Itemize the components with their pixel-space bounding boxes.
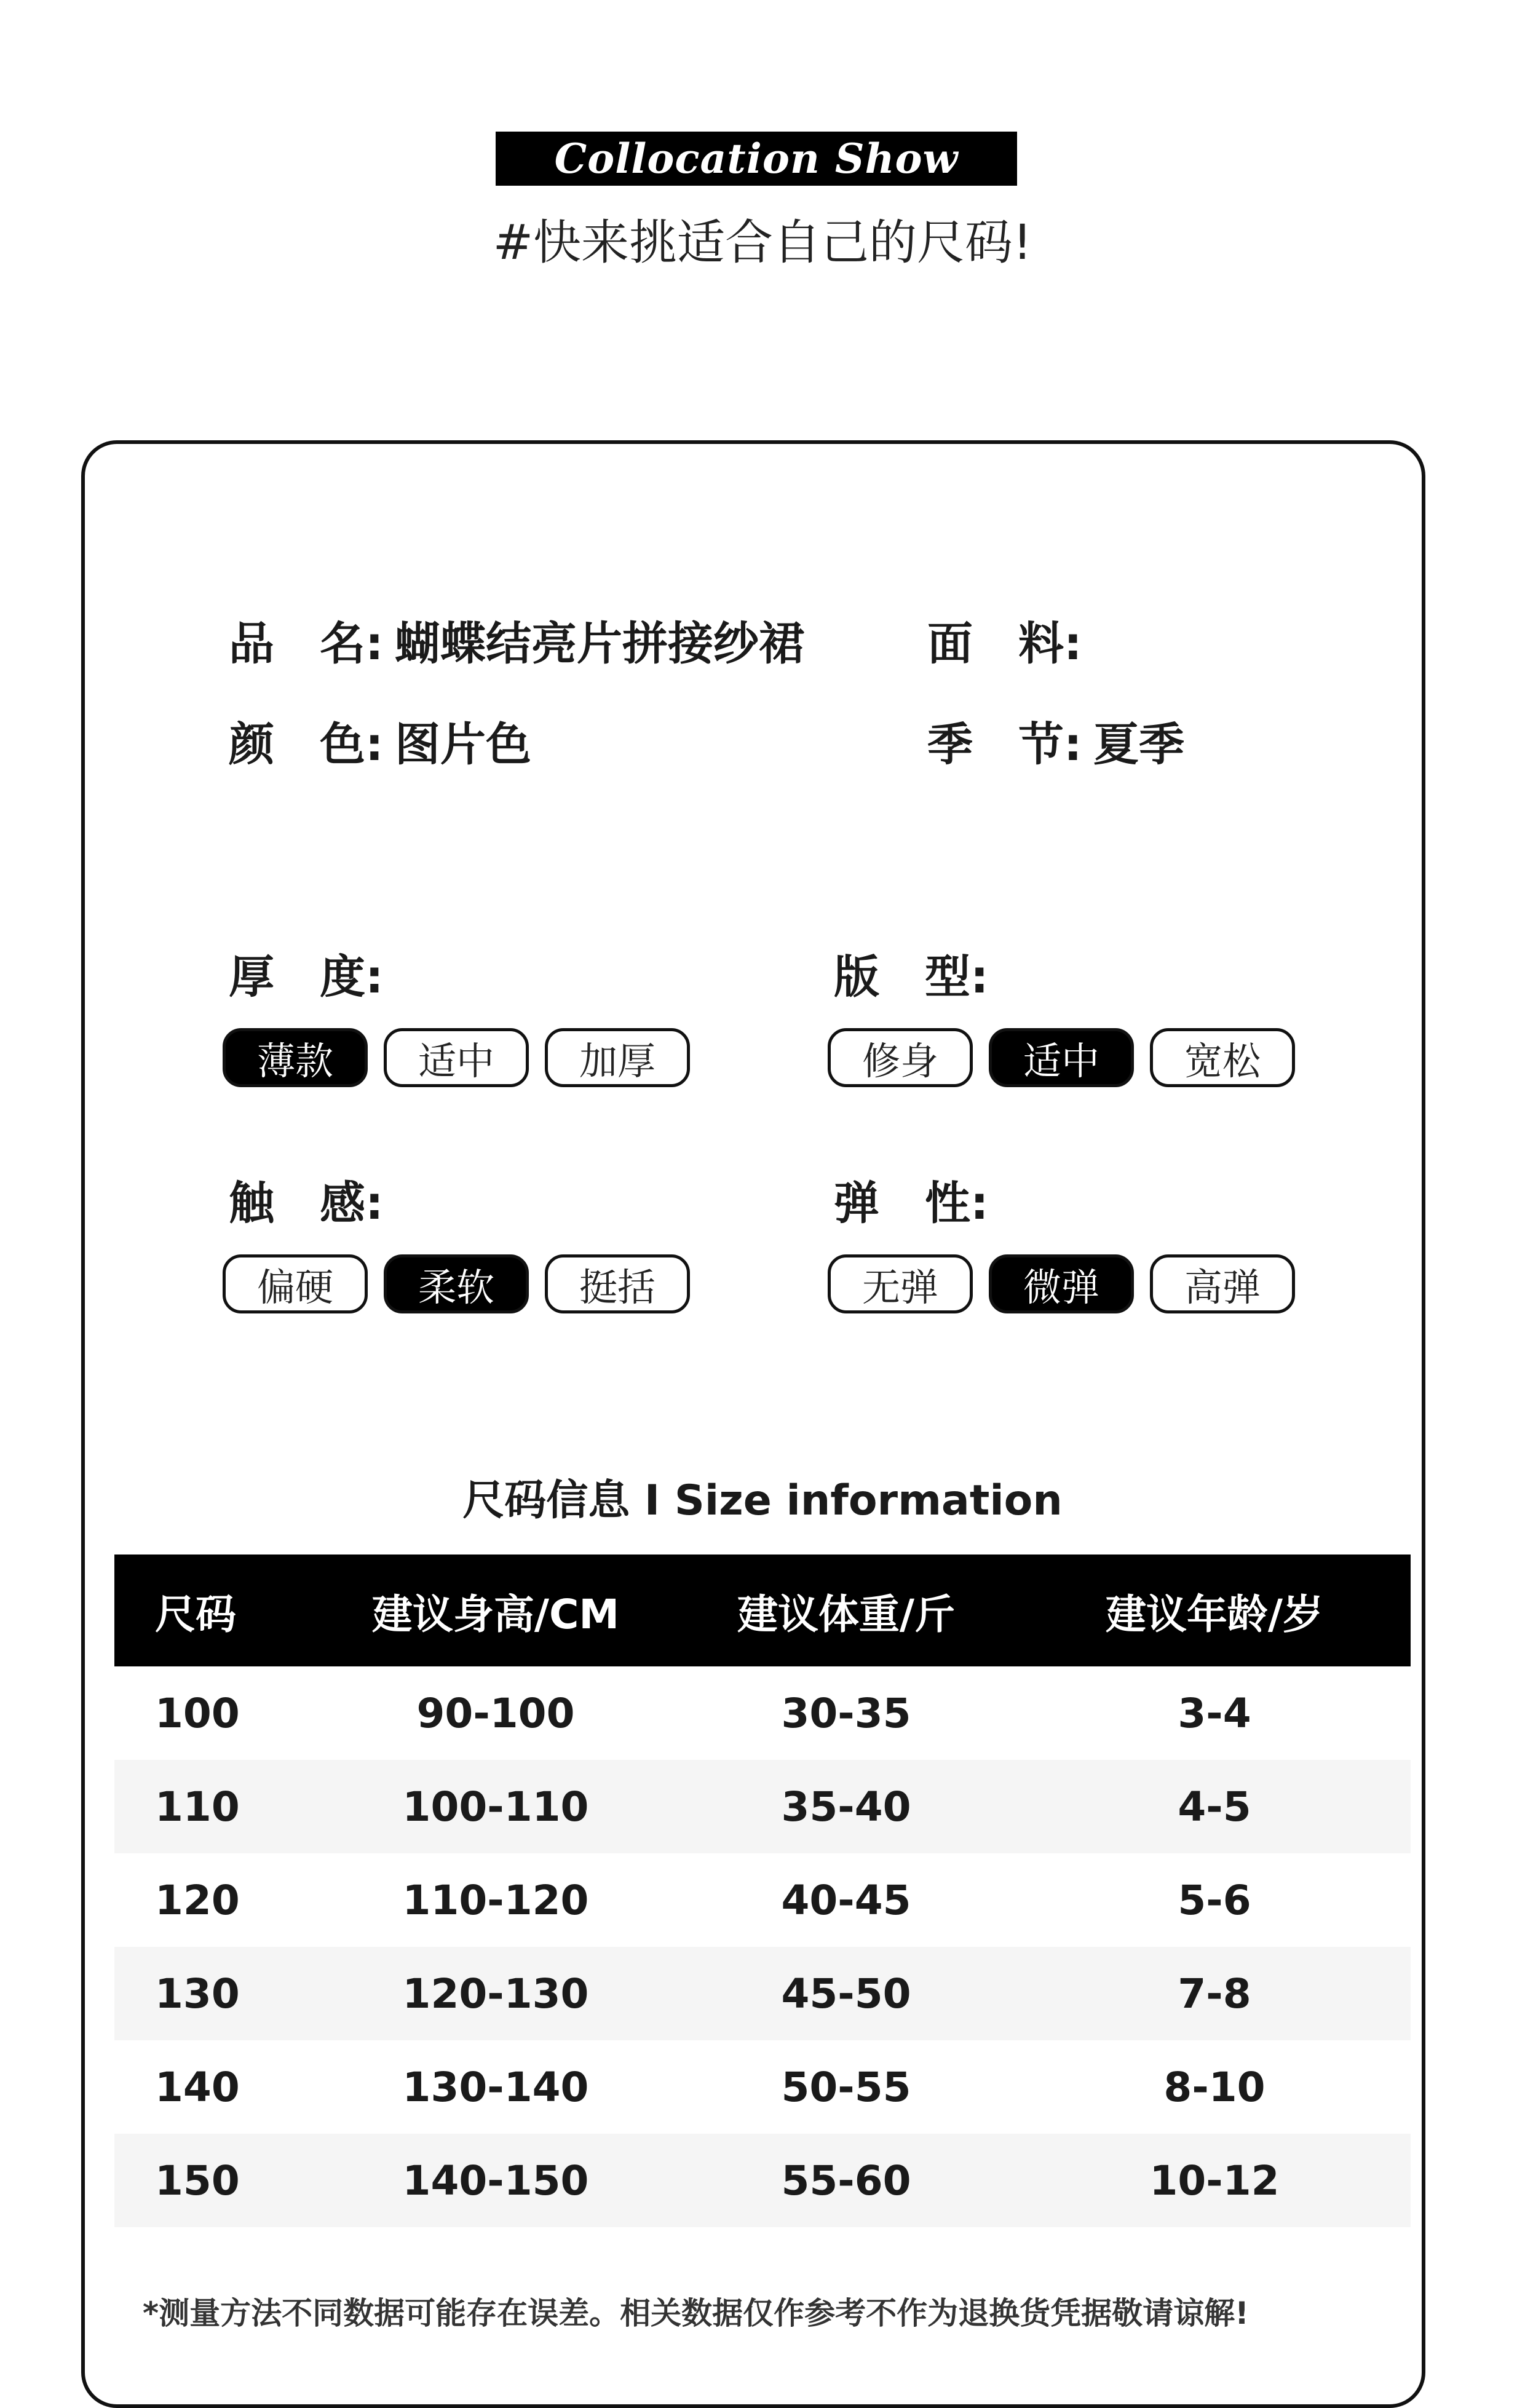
thickness-option-thick: 加厚 <box>545 1028 690 1087</box>
table-row <box>114 1853 1411 1947</box>
height-cell: 140-150 <box>402 2157 589 2204</box>
elasticity-option-none: 无弹 <box>828 1254 973 1313</box>
fabric-label: 面 料: <box>927 617 1082 670</box>
size-cell: 120 <box>155 1876 240 1924</box>
size-cell: 100 <box>155 1689 240 1737</box>
season-label: 季 节: <box>927 718 1082 771</box>
table-row <box>114 1666 1411 1760</box>
season-line <box>927 708 1184 774</box>
touch-title: 触 感: <box>229 1177 384 1230</box>
age-cell: 8-10 <box>1163 2063 1266 2111</box>
weight-cell: 30-35 <box>781 1689 911 1737</box>
weight-cell: 35-40 <box>781 1783 911 1831</box>
thickness-options <box>223 1028 690 1087</box>
size-cell: 130 <box>155 1970 240 2018</box>
color-label: 颜 色: <box>229 718 384 771</box>
size-cell: 140 <box>155 2063 240 2111</box>
age-cell: 4-5 <box>1178 1783 1251 1831</box>
thickness-option-medium: 适中 <box>384 1028 529 1087</box>
size-cell: 150 <box>155 2157 240 2204</box>
height-cell: 100-110 <box>402 1783 589 1831</box>
size-info-title: 尺码信息 I Size information <box>462 1476 1063 1525</box>
weight-cell: 50-55 <box>781 2063 911 2111</box>
page-subtitle: #快来挑适合自己的尺码! <box>493 215 1032 271</box>
fit-option-loose: 宽松 <box>1150 1028 1295 1087</box>
fit-options <box>828 1028 1295 1087</box>
age-cell: 5-6 <box>1178 1876 1251 1924</box>
size-table <box>114 1555 1411 2227</box>
elasticity-option-slight: 微弹 <box>989 1254 1134 1313</box>
collocation-show-banner: Collocation Show <box>496 132 1017 186</box>
header-size: 尺码 <box>155 1590 236 1638</box>
table-row <box>114 1760 1411 1853</box>
height-cell: 120-130 <box>402 1970 589 2018</box>
touch-options <box>223 1254 690 1313</box>
fit-title: 版 型: <box>834 951 989 1004</box>
elasticity-title: 弹 性: <box>834 1177 989 1230</box>
color-line <box>229 708 531 774</box>
fit-option-regular: 适中 <box>989 1028 1134 1087</box>
thickness-title: 厚 度: <box>229 951 384 1004</box>
season-value: 夏季 <box>1093 718 1184 771</box>
weight-cell: 45-50 <box>781 1970 911 2018</box>
table-row <box>114 2134 1411 2227</box>
thickness-option-thin: 薄款 <box>223 1028 368 1087</box>
height-cell: 130-140 <box>402 2063 589 2111</box>
header-height: 建议身高/CM <box>371 1590 620 1638</box>
product-name-label: 品 名: <box>229 617 384 670</box>
header-weight: 建议体重/斤 <box>737 1590 956 1638</box>
product-name-line <box>229 608 804 673</box>
table-row <box>114 1947 1411 2040</box>
size-cell: 110 <box>155 1783 240 1831</box>
touch-option-stiff: 偏硬 <box>223 1254 368 1313</box>
measurement-disclaimer: *测量方法不同数据可能存在误差。相关数据仅作参考不作为退换货凭据敬请谅解! <box>143 2295 1249 2331</box>
header-age: 建议年龄/岁 <box>1105 1590 1324 1638</box>
weight-cell: 55-60 <box>781 2157 911 2204</box>
fabric-line <box>927 608 1093 673</box>
height-cell: 90-100 <box>416 1689 575 1737</box>
elasticity-option-high: 高弹 <box>1150 1254 1295 1313</box>
age-cell: 3-4 <box>1178 1689 1251 1737</box>
height-cell: 110-120 <box>402 1876 589 1924</box>
table-row <box>114 2040 1411 2134</box>
product-name-value: 蝴蝶结亮片拼接纱裙 <box>395 617 804 670</box>
elasticity-options <box>828 1254 1295 1313</box>
age-cell: 10-12 <box>1149 2157 1280 2204</box>
age-cell: 7-8 <box>1178 1970 1251 2018</box>
weight-cell: 40-45 <box>781 1876 911 1924</box>
size-table-header <box>114 1555 1411 1666</box>
touch-option-soft: 柔软 <box>384 1254 529 1313</box>
fit-option-slim: 修身 <box>828 1028 973 1087</box>
touch-option-crisp: 挺括 <box>545 1254 690 1313</box>
color-value: 图片色 <box>395 718 531 771</box>
